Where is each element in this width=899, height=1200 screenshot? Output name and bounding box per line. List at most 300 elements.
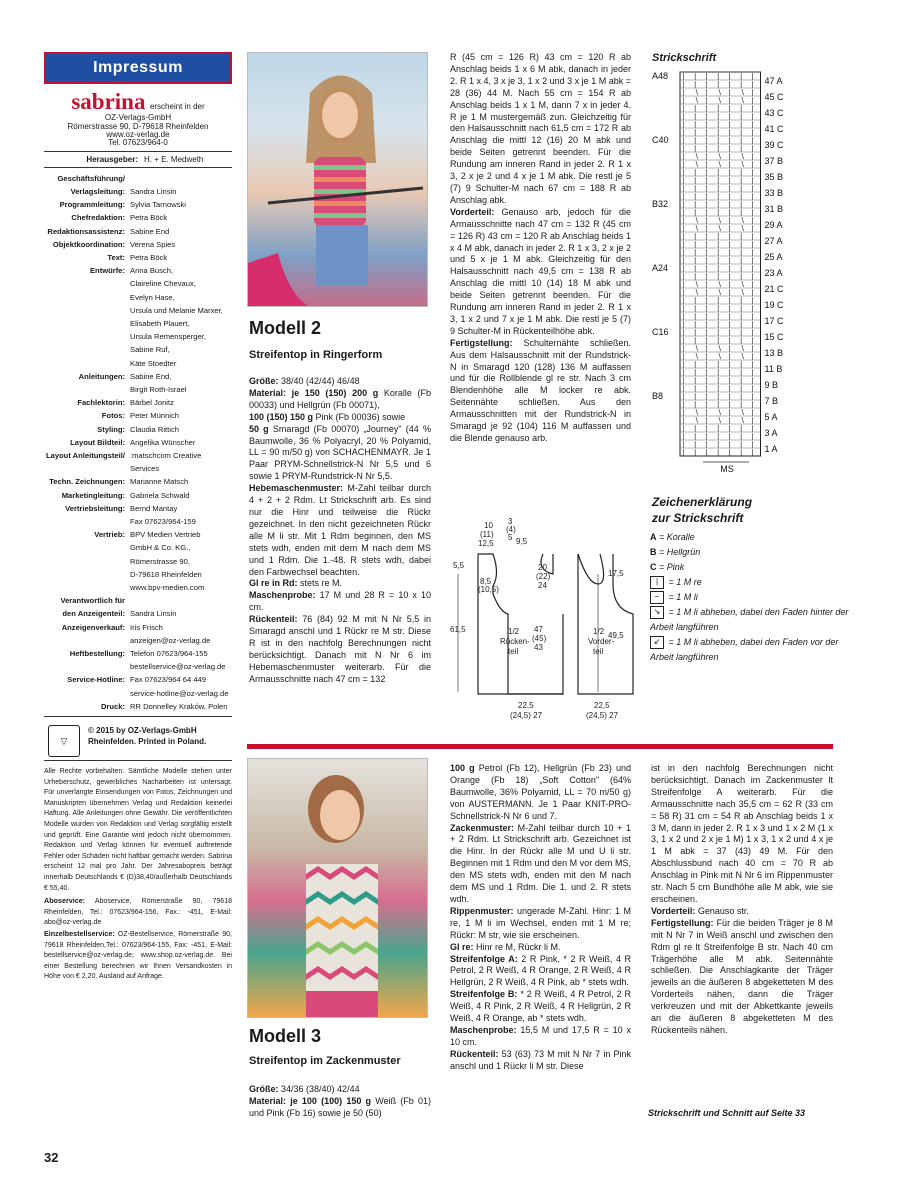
legend-key: − bbox=[650, 591, 664, 604]
staff-role: Vertrieb: bbox=[94, 530, 125, 540]
chart-stitch: | bbox=[694, 313, 697, 321]
staff-role: den Anzeigenteil: bbox=[62, 609, 125, 619]
chart-stitch: | bbox=[728, 97, 731, 105]
chart-stitch: | bbox=[682, 409, 685, 417]
chart-stitch: | bbox=[717, 337, 720, 345]
schema-m47: 47 bbox=[534, 625, 543, 634]
staff-name: Ursula Remensperger, bbox=[130, 332, 206, 342]
chart-stitch: ∖ bbox=[717, 89, 722, 97]
chart-stitch: | bbox=[682, 265, 685, 273]
legend-key: | bbox=[650, 576, 664, 589]
chart-stitch: | bbox=[728, 329, 731, 337]
chart-stitch: | bbox=[694, 241, 697, 249]
chart-right-label: 29 A bbox=[764, 220, 783, 230]
chart-stitch: | bbox=[694, 249, 697, 257]
staff-name: Evelyn Hase, bbox=[130, 292, 175, 302]
text-heading: Streifenfolge A: bbox=[450, 953, 518, 964]
staff-row bbox=[44, 700, 232, 713]
legend-key: C bbox=[650, 562, 657, 572]
staff-role: Fachlektorin: bbox=[77, 398, 125, 408]
schema-front-label-1: 1/2 bbox=[593, 627, 605, 636]
chart-stitch: | bbox=[728, 441, 731, 449]
staff-name: anzeigen@oz-verlag.de bbox=[130, 635, 211, 645]
chart-stitch: | bbox=[682, 433, 685, 441]
chart-stitch: | bbox=[728, 281, 731, 289]
chart-stitch: | bbox=[717, 201, 720, 209]
staff-role bbox=[44, 515, 130, 528]
chart-stitch: | bbox=[717, 241, 720, 249]
staff-role: Geschäftsführung/ bbox=[57, 173, 125, 183]
chart-stitch: | bbox=[717, 401, 720, 409]
chart-stitch: | bbox=[751, 161, 754, 169]
chart-stitch: | bbox=[751, 129, 754, 137]
chart-stitch: | bbox=[717, 305, 720, 313]
chart-stitch: | bbox=[728, 257, 731, 265]
chart-stitch: | bbox=[705, 201, 708, 209]
chart-stitch: | bbox=[682, 233, 685, 241]
chart-stitch: | bbox=[740, 401, 743, 409]
chart-stitch: | bbox=[728, 401, 731, 409]
staff-name: Elisabeth Plauert, bbox=[130, 318, 190, 328]
chart-stitch: | bbox=[740, 193, 743, 201]
schema-m175: 17,5 bbox=[608, 569, 624, 578]
chart-right-label: 45 C bbox=[764, 92, 784, 102]
chart-stitch: | bbox=[740, 137, 743, 145]
chart-stitch: | bbox=[694, 329, 697, 337]
text-heading: Maschenprobe: bbox=[249, 590, 316, 601]
text-heading: 100 (150) 150 g bbox=[249, 411, 314, 422]
woman-in-zigzag-top-image bbox=[248, 759, 427, 1017]
staff-name: Angelika Wünscher bbox=[130, 437, 196, 447]
chart-stitch: | bbox=[705, 209, 708, 217]
chart-stitch: | bbox=[751, 257, 754, 265]
chart-stitch: ∖ bbox=[717, 345, 722, 353]
text-segment: Hebemaschenmuster: M-Zahl teilbar durch 4 + 2 + 2 Rdm. Lt Strickschrift arb. Es sind nur die Hinr und teilweise die Rückr gezeichnet. In den nicht gezeichneten Rückr alle M li str. Mit 1 Rdm beginnen, den MS stets wdh, enden mit dem M nach dem MS und 1 Rdm. Die 1.-48. R stets wdh, dabei den Farbwechsel beachten. bbox=[249, 483, 431, 577]
text-segment: Gl re: Hinr re M, Rückr li M. bbox=[450, 941, 561, 952]
staff-role: Anleitungen: bbox=[78, 371, 125, 381]
chart-stitch: | bbox=[705, 145, 708, 153]
staff-name: Marianne Matsch bbox=[130, 477, 189, 487]
chart-stitch: | bbox=[705, 417, 708, 425]
chart-stitch: ∖ bbox=[740, 153, 745, 161]
modell3-title: Modell 3 bbox=[249, 1026, 322, 1046]
chart-stitch: | bbox=[705, 81, 708, 89]
staff-name: Peter Münnich bbox=[130, 411, 179, 421]
chart-stitch: | bbox=[751, 97, 754, 105]
chart-stitch: | bbox=[717, 273, 720, 281]
staff-name: Römerstrasse 90, bbox=[130, 556, 190, 566]
chart-stitch: | bbox=[728, 265, 731, 273]
chart-stitch: | bbox=[694, 377, 697, 385]
chart-stitch: | bbox=[694, 257, 697, 265]
chart-stitch: ∖ bbox=[717, 281, 722, 289]
chart-title: Strickschrift bbox=[652, 52, 717, 64]
chart-stitch: | bbox=[682, 89, 685, 97]
chart-stitch: | bbox=[705, 177, 708, 185]
modell3-column-1 bbox=[249, 1084, 431, 1120]
staff-row bbox=[44, 528, 232, 541]
staff-name: RR Donnelley Kraków, Polen bbox=[130, 701, 228, 711]
schema-m5: 5 bbox=[508, 533, 513, 542]
chart-stitch: ∖ bbox=[740, 409, 745, 417]
chart-right-label: 9 B bbox=[764, 380, 779, 390]
modell3-photo bbox=[247, 758, 428, 1018]
chart-stitch: | bbox=[751, 433, 754, 441]
staff-row bbox=[44, 264, 232, 277]
chart-stitch: | bbox=[740, 361, 743, 369]
chart-stitch: ∖ bbox=[717, 153, 722, 161]
chart-right-label: 27 A bbox=[764, 236, 783, 246]
chart-stitch: | bbox=[682, 289, 685, 297]
chart-stitch: | bbox=[705, 121, 708, 129]
staff-name: Anna Busch, bbox=[130, 266, 174, 276]
chart-stitch: | bbox=[751, 377, 754, 385]
ms-label: MS bbox=[720, 464, 734, 474]
chart-stitch: | bbox=[751, 265, 754, 273]
chart-stitch: | bbox=[728, 385, 731, 393]
chart-stitch: | bbox=[694, 369, 697, 377]
modell2-photo bbox=[247, 52, 428, 307]
editor-row bbox=[44, 155, 232, 164]
chart-stitch: | bbox=[682, 113, 685, 121]
text-heading: Vorderteil: bbox=[651, 905, 696, 916]
divider bbox=[44, 167, 232, 168]
chart-right-label: 23 A bbox=[764, 268, 783, 278]
staff-row bbox=[44, 370, 232, 383]
chart-stitch: | bbox=[717, 185, 720, 193]
chart-stitch: | bbox=[705, 265, 708, 273]
schema-m125: 12,5 bbox=[478, 539, 494, 548]
chart-stitch: | bbox=[751, 241, 754, 249]
chart-stitch: | bbox=[705, 185, 708, 193]
chart-stitch: | bbox=[728, 177, 731, 185]
chart-stitch: ∖ bbox=[717, 97, 722, 105]
chart-stitch: | bbox=[682, 177, 685, 185]
chart-stitch: | bbox=[682, 449, 685, 457]
chart-stitch: | bbox=[717, 385, 720, 393]
chart-right-label: 5 A bbox=[764, 412, 778, 422]
abo-label: Aboservice: bbox=[44, 896, 86, 906]
staff-role bbox=[44, 634, 130, 647]
chart-right-label: 35 B bbox=[764, 172, 784, 182]
chart-stitch: | bbox=[682, 369, 685, 377]
chart-stitch: | bbox=[694, 185, 697, 193]
schema-m55: 5,5 bbox=[453, 561, 465, 570]
brand-logo: sabrina bbox=[71, 89, 146, 114]
staff-name: service-hotline@oz-verlag.de bbox=[130, 688, 229, 698]
modell2-subtitle: Streifentop in Ringerform bbox=[249, 349, 383, 361]
schema-back-label-1: 1/2 bbox=[508, 627, 520, 636]
legend-key: A bbox=[650, 532, 657, 542]
chart-stitch: | bbox=[705, 233, 708, 241]
chart-stitch: ∖ bbox=[694, 345, 699, 353]
chart-stitch: | bbox=[694, 233, 697, 241]
chart-stitch: | bbox=[717, 369, 720, 377]
text-heading: Fertigstellung: bbox=[450, 337, 513, 348]
chart-left-label: C40 bbox=[652, 135, 669, 145]
text-heading: Hebemaschenmuster: bbox=[249, 483, 344, 494]
chart-stitch: | bbox=[728, 185, 731, 193]
chart-stitch: | bbox=[751, 321, 754, 329]
chart-stitch: | bbox=[705, 321, 708, 329]
text-segment: Rückenteil: 53 (63) 73 M mit N Nr 7 in Pink anschl und 1 Rückr li M str. Diese bbox=[450, 1048, 631, 1071]
staff-role bbox=[44, 581, 130, 594]
chart-stitch: ∖ bbox=[717, 217, 722, 225]
chart-stitch: | bbox=[694, 73, 697, 81]
staff-name: GmbH & Co. KG., bbox=[130, 543, 191, 553]
chart-stitch: | bbox=[682, 345, 685, 353]
chart-stitch: | bbox=[740, 241, 743, 249]
chart-stitch: | bbox=[751, 193, 754, 201]
schema-m4: (4) bbox=[506, 525, 516, 534]
chart-stitch: | bbox=[682, 273, 685, 281]
chart-stitch: | bbox=[728, 297, 731, 305]
chart-stitch: | bbox=[682, 425, 685, 433]
staff-name: Bernd Mantay bbox=[130, 503, 178, 513]
chart-stitch: | bbox=[682, 185, 685, 193]
chart-stitch: | bbox=[694, 449, 697, 457]
text-heading: Rückenteil: bbox=[249, 614, 298, 625]
schema-m3: 3 bbox=[508, 517, 513, 526]
staff-name: Iris Frisch bbox=[130, 622, 163, 632]
staff-row bbox=[44, 607, 232, 620]
chart-stitch: | bbox=[682, 225, 685, 233]
chart-stitch: | bbox=[694, 145, 697, 153]
text-heading: Streifenfolge B: bbox=[450, 989, 518, 1000]
text-heading: Größe: bbox=[249, 1084, 279, 1094]
chart-stitch: | bbox=[717, 121, 720, 129]
chart-stitch: ∖ bbox=[694, 97, 699, 105]
chart-stitch: ∖ bbox=[694, 353, 699, 361]
chart-stitch: ∖ bbox=[740, 281, 745, 289]
chart-stitch: | bbox=[705, 281, 708, 289]
chart-stitch: | bbox=[705, 137, 708, 145]
staff-row bbox=[44, 225, 232, 238]
modell2-title: Modell 2 bbox=[249, 318, 322, 338]
modell3-subtitle: Streifentop im Zackenmuster bbox=[249, 1055, 401, 1067]
chart-stitch: | bbox=[682, 153, 685, 161]
staff-role: Vertriebsleitung: bbox=[65, 503, 125, 513]
abo-text: Aboservice, Römerstraße 90, 79618 Rheinfelden, Tel.: 07623/964-156, Fax.: -451, E-Mail: abo@oz-verlag.de bbox=[44, 898, 232, 927]
staff-row bbox=[44, 396, 232, 409]
staff-row bbox=[44, 660, 232, 673]
chart-stitch: | bbox=[751, 89, 754, 97]
staff-role: Heftbestellung: bbox=[69, 649, 125, 659]
text-segment: 100 (150) 150 g Pink (Fb 00036) sowie bbox=[249, 411, 406, 422]
chart-stitch: | bbox=[717, 233, 720, 241]
copyright-block bbox=[44, 725, 232, 757]
chart-stitch: | bbox=[682, 297, 685, 305]
legend-item bbox=[650, 635, 850, 665]
chart-stitch: | bbox=[751, 249, 754, 257]
chart-right-label: 47 A bbox=[764, 76, 783, 86]
chart-stitch: | bbox=[728, 377, 731, 385]
chart-stitch: | bbox=[751, 201, 754, 209]
legal-paragraph: Alle Rechte vorbehalten. Sämtliche Modelle stehen unter Urheberschutz, gewerbliches Nacharbeiten ist untersagt. Für unverlangte Einsendungen von Fotos, Zeichnungen und Manuskripten übernehmen Verlag und Redaktion keinerlei Haftung. Alle Anleitungen ohne Gewähr. Die veröffentlichten Modelle wurden von Redaktion und Verlag sorgfältig erstellt und geprüft. Eine Garantie wird jedoch nicht übernommen. Redaktion und Verlag können für eventuell auftretende Fehler oder Schäden nicht haftbar gemacht werden. Sabrina erscheint 12 mal pro Jahr. Der Jahresabopreis beträgt innerhalb Deutschlands € (D)38,40/außerhalb Deutschlands € 55,40. bbox=[44, 768, 232, 892]
chart-stitch: | bbox=[751, 393, 754, 401]
staff-row bbox=[44, 343, 232, 356]
chart-stitch: | bbox=[728, 225, 731, 233]
schema-m615: 61,5 bbox=[450, 625, 466, 634]
chart-stitch: | bbox=[705, 217, 708, 225]
text-heading: Maschenprobe: bbox=[450, 1024, 517, 1035]
staff-role bbox=[44, 343, 130, 356]
chart-stitch: | bbox=[682, 337, 685, 345]
chart-stitch: | bbox=[717, 425, 720, 433]
chart-stitch: ∖ bbox=[740, 161, 745, 169]
staff-name: bestellservice@oz-verlag.de bbox=[130, 662, 226, 672]
schema-m105: (10,5) bbox=[478, 585, 499, 594]
publisher-name: OZ-Verlags-GmbH bbox=[104, 113, 172, 123]
staff-role: Layout Bildteil: bbox=[70, 437, 125, 447]
staff-row bbox=[44, 449, 232, 475]
chart-stitch: | bbox=[751, 337, 754, 345]
chart-stitch: | bbox=[682, 385, 685, 393]
chart-stitch: | bbox=[751, 401, 754, 409]
chart-stitch: | bbox=[728, 73, 731, 81]
chart-left-label: A24 bbox=[652, 263, 669, 273]
staff-role: Entwürfe: bbox=[89, 266, 125, 276]
text-segment: ist in den nachfolg Berechnungen nicht berücksichtigt. Danach im Zackenmuster lt Streifenfolge A weiterarb. Für die Armausschnitte nach 35,5 cm = 62 R (33 cm = 58 R) 31 cm = 54 R ab Anschlag beids 1 x 3 M, dann in jeder 2. R 1 x 3 und 1 x 2 M (1 x 3, 1 x 2 und 2 x je 1 M) 1 x 3, 1 x 2 und 4 x je 1 M abk = 37 (43) 49 M. Für den Abschlussbund nach 40 cm = 70 R ab Anschlag in Pink mit N Nr 6 im Rippenmuster str. Nach 5 cm Bundhöhe alle M abk, wie sie erscheinen. bbox=[651, 763, 833, 904]
chart-stitch: | bbox=[694, 361, 697, 369]
chart-stitch: ∖ bbox=[717, 409, 722, 417]
chart-stitch: | bbox=[717, 433, 720, 441]
chart-stitch: ∖ bbox=[740, 289, 745, 297]
divider bbox=[44, 760, 232, 761]
staff-row bbox=[44, 198, 232, 211]
chart-stitch: | bbox=[740, 81, 743, 89]
text-segment: Zackenmuster: M-Zahl teilbar durch 10 + 1 + 2 Rdm. Lt Strickschrift arb. Gezeichnet ist die Hinr. In der Rückr alle M und U li str. Beginnen mit 1 Rdm und den M vor dem MS, den MS stets wdh, enden mit den M nach dem MS und 1 Rdm. Die 1. und 2. R stets wdh. bbox=[450, 822, 631, 904]
chart-stitch: | bbox=[728, 209, 731, 217]
chart-stitch: | bbox=[740, 209, 743, 217]
staff-role bbox=[44, 304, 130, 317]
knitting-chart bbox=[652, 68, 802, 493]
schema-back-label: Rücken- bbox=[500, 637, 530, 646]
chart-stitch: | bbox=[740, 129, 743, 137]
chart-stitch: | bbox=[694, 209, 697, 217]
chart-stitch: | bbox=[694, 305, 697, 313]
legend-item bbox=[650, 560, 850, 575]
schema-m20: 20 bbox=[538, 563, 547, 572]
staff-name: Petra Böck bbox=[130, 252, 168, 262]
chart-stitch: | bbox=[694, 441, 697, 449]
staff-row bbox=[44, 238, 232, 251]
staff-row bbox=[44, 502, 232, 515]
schema-m45: (45) bbox=[532, 634, 547, 643]
chart-right-label: 41 C bbox=[764, 124, 784, 134]
staff-row bbox=[44, 211, 232, 224]
staff-name: Verena Spies bbox=[130, 239, 176, 249]
chart-stitch: | bbox=[682, 161, 685, 169]
chart-stitch: | bbox=[728, 289, 731, 297]
staff-name: D-79618 Rheinfelden bbox=[130, 569, 202, 579]
chart-stitch: | bbox=[751, 417, 754, 425]
chart-stitch: | bbox=[751, 297, 754, 305]
chart-stitch: | bbox=[751, 329, 754, 337]
staff-row bbox=[44, 409, 232, 422]
staff-row bbox=[44, 555, 232, 568]
chart-stitch: | bbox=[705, 409, 708, 417]
schema-m24: 24 bbox=[538, 581, 547, 590]
chart-stitch: | bbox=[751, 177, 754, 185]
chart-stitch: | bbox=[728, 129, 731, 137]
staff-name: Fax 07623/964 64 449 bbox=[130, 675, 207, 685]
chart-stitch: | bbox=[694, 113, 697, 121]
staff-name bbox=[130, 172, 232, 185]
text-segment: Größe: 34/36 (38/40) 42/44 bbox=[249, 1084, 360, 1094]
text-segment: Maschenprobe: 17 M und 28 R = 10 x 10 cm. bbox=[249, 590, 431, 613]
chart-stitch: | bbox=[740, 113, 743, 121]
text-heading: Rippenmuster: bbox=[450, 905, 514, 916]
staff-name: www.bpv-medien.com bbox=[130, 583, 205, 592]
einzel-label: Einzelbestellservice: bbox=[44, 928, 115, 938]
chart-stitch: ∖ bbox=[694, 417, 699, 425]
chart-stitch: | bbox=[728, 217, 731, 225]
text-heading: Zackenmuster: bbox=[450, 822, 515, 833]
editor-label: Herausgeber: bbox=[86, 154, 138, 164]
chart-stitch: | bbox=[717, 257, 720, 265]
chart-stitch: | bbox=[740, 249, 743, 257]
staff-row bbox=[44, 185, 232, 198]
chart-stitch: | bbox=[728, 81, 731, 89]
chart-stitch: | bbox=[717, 129, 720, 137]
chart-stitch: | bbox=[717, 441, 720, 449]
chart-stitch: | bbox=[728, 145, 731, 153]
text-segment: Material: je 150 (150) 200 g Koralle (Fb 00033) und Hellgrün (Fb 00071), bbox=[249, 387, 431, 410]
chart-stitch: | bbox=[728, 425, 731, 433]
chart-stitch: | bbox=[694, 265, 697, 273]
chart-stitch: | bbox=[694, 169, 697, 177]
legend-text: = 1 M re bbox=[666, 577, 702, 587]
schema-m10: 10 bbox=[484, 521, 493, 530]
copyright-line-2: Rheinfelden. Printed in Poland. bbox=[88, 737, 207, 747]
chart-stitch: | bbox=[751, 185, 754, 193]
chart-stitch: | bbox=[740, 449, 743, 457]
chart-stitch: | bbox=[705, 377, 708, 385]
divider bbox=[44, 151, 232, 152]
chart-stitch: | bbox=[751, 105, 754, 113]
legend-item bbox=[650, 530, 850, 545]
chart-stitch: | bbox=[728, 161, 731, 169]
chart-stitch: | bbox=[682, 81, 685, 89]
chart-stitch: | bbox=[740, 185, 743, 193]
chart-stitch: | bbox=[705, 249, 708, 257]
chart-stitch: ∖ bbox=[694, 289, 699, 297]
staff-role bbox=[44, 687, 130, 700]
chart-stitch: | bbox=[682, 217, 685, 225]
chart-stitch: | bbox=[705, 257, 708, 265]
legend-title-1: Zeichenerklärung bbox=[652, 495, 753, 509]
modell2-column-1 bbox=[249, 376, 431, 686]
chart-right-label: 37 B bbox=[764, 156, 784, 166]
text-heading: Rückenteil: bbox=[450, 1048, 499, 1059]
staff-name bbox=[130, 594, 232, 607]
legend-item bbox=[650, 575, 850, 590]
schema-front-label-3: teil bbox=[593, 647, 604, 656]
divider bbox=[44, 716, 232, 717]
chart-stitch: | bbox=[694, 129, 697, 137]
chart-stitch: | bbox=[705, 441, 708, 449]
modell2-column-2 bbox=[450, 52, 631, 445]
chart-stitch: | bbox=[694, 121, 697, 129]
chart-stitch: | bbox=[705, 73, 708, 81]
staff-row bbox=[44, 647, 232, 660]
staff-name: Ursula und Melanie Marxer, bbox=[130, 305, 223, 315]
staff-name: Sabine End, bbox=[130, 371, 172, 381]
chart-stitch: | bbox=[728, 137, 731, 145]
chart-stitch: | bbox=[751, 425, 754, 433]
chart-stitch: | bbox=[682, 281, 685, 289]
